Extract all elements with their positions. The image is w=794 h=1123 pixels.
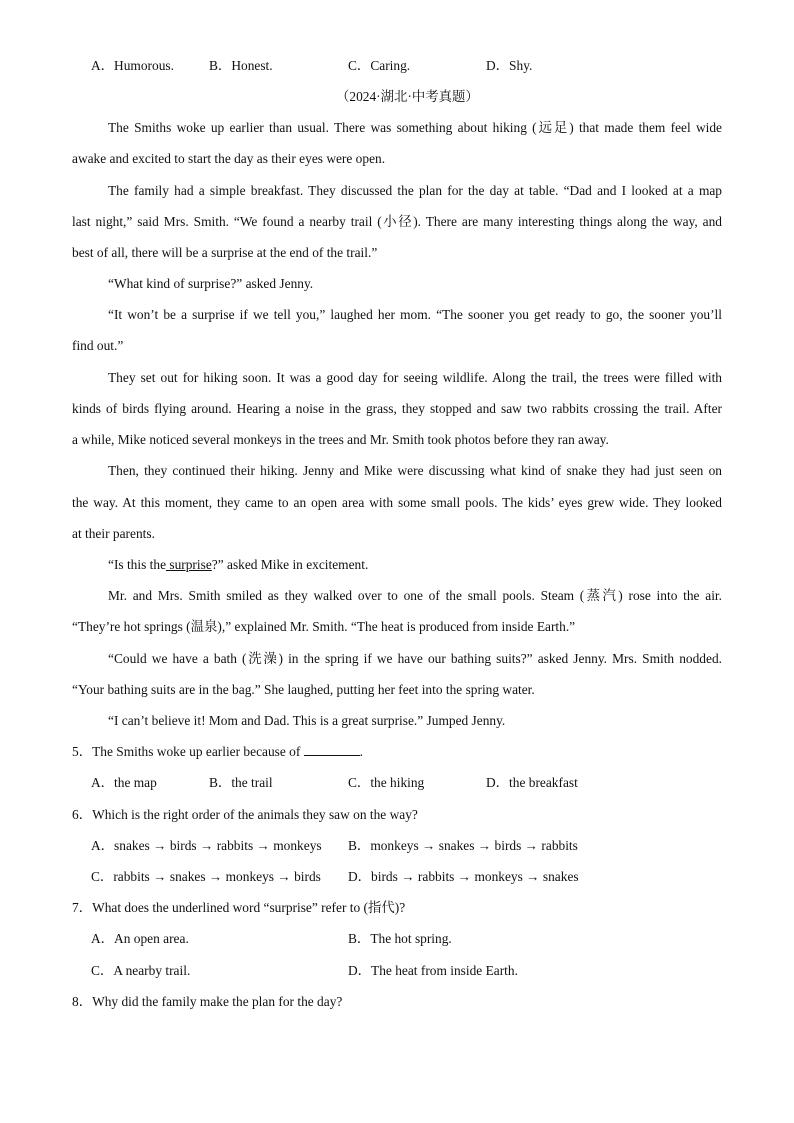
- option-b[interactable]: B．monkeys → snakes → birds → rabbits: [348, 838, 578, 853]
- passage-line: Then, they continued their hiking. Jenny and Mike were discussing what kind of snake they had just seen on: [108, 463, 722, 478]
- passage-line: find out.”: [72, 338, 124, 353]
- passage-text: ?” asked Mike in excitement.: [211, 557, 369, 572]
- passage-line: “It won’t be a surprise if we tell you,” laughed her mom. “The sooner you get ready to go, the sooner you’ll: [108, 307, 722, 322]
- passage-line: a while, Mike noticed several monkeys in the trees and Mr. Smith took photos before they ran away.: [72, 432, 609, 447]
- passage-line: They set out for hiking soon. It was a good day for seeing wildlife. Along the trail, the trees were filled with: [108, 370, 722, 385]
- source-label: （2024·湖北·中考真题）: [336, 89, 479, 104]
- option-c[interactable]: C．A nearby trail.: [91, 963, 191, 978]
- option-d[interactable]: D．birds → rabbits → monkeys → snakes: [348, 869, 579, 884]
- question-stem: [72, 743, 363, 761]
- passage-line: last night,” said Mrs. Smith. “We found a nearby trail (小径). There are many interesting things along the way, and: [72, 214, 722, 229]
- option-b[interactable]: B．Honest.: [209, 58, 273, 73]
- question-stem: 8．Why did the family make the plan for the day?: [72, 994, 343, 1009]
- option-a[interactable]: A．snakes → birds → rabbits → monkeys: [91, 838, 322, 853]
- option-c[interactable]: C．Caring.: [348, 58, 411, 73]
- option-b[interactable]: B．The hot spring.: [348, 931, 452, 946]
- passage-line: awake and excited to start the day as their eyes were open.: [72, 151, 386, 166]
- question-text: .: [359, 744, 364, 759]
- passage-line: kinds of birds flying around. Hearing a noise in the grass, they stopped and saw two rabbits crossing the trail. After: [72, 401, 722, 416]
- passage-line: Mr. and Mrs. Smith smiled as they walked over to one of the small pools. Steam (蒸汽) rose into the air.: [108, 588, 722, 603]
- option-b[interactable]: B．the trail: [209, 775, 273, 790]
- underlined-word: surprise: [166, 557, 212, 572]
- option-d[interactable]: D．Shy.: [486, 58, 533, 73]
- option-d[interactable]: D．The heat from inside Earth.: [348, 963, 518, 978]
- option-a[interactable]: A．Humorous.: [91, 58, 174, 73]
- passage-line: the way. At this moment, they came to an open area with some small pools. The kids’ eyes grew wide. They looked: [72, 495, 722, 510]
- option-a[interactable]: A．An open area.: [91, 931, 189, 946]
- passage-line: best of all, there will be a surprise at the end of the trail.”: [72, 245, 378, 260]
- passage-text: “Is this the: [108, 557, 167, 572]
- option-a[interactable]: A．the map: [91, 775, 157, 790]
- option-c[interactable]: C．rabbits → snakes → monkeys → birds: [91, 869, 321, 884]
- passage-line: “Your bathing suits are in the bag.” She laughed, putting her feet into the spring water.: [72, 682, 535, 697]
- question-stem: 6．Which is the right order of the animals they saw on the way?: [72, 807, 418, 822]
- passage-line: “They’re hot springs (温泉),” explained Mr. Smith. “The heat is produced from inside Earth.”: [72, 619, 576, 634]
- passage-line: “I can’t believe it! Mom and Dad. This is a great surprise.” Jumped Jenny.: [108, 713, 506, 728]
- passage-line: at their parents.: [72, 526, 155, 541]
- answer-blank[interactable]: [304, 743, 360, 756]
- passage-line: “What kind of surprise?” asked Jenny.: [108, 276, 314, 291]
- question-text: 5．The Smiths woke up earlier because of: [72, 744, 304, 759]
- question-stem: 7．What does the underlined word “surprise” refer to (指代)?: [72, 900, 406, 915]
- option-d[interactable]: D．the breakfast: [486, 775, 578, 790]
- passage-line: The family had a simple breakfast. They discussed the plan for the day at table. “Dad and I looked at a map: [108, 183, 722, 198]
- passage-line: [108, 556, 368, 574]
- passage-line: The Smiths woke up earlier than usual. There was something about hiking (远足) that made them feel wide: [108, 120, 722, 135]
- passage-line: “Could we have a bath (洗澡) in the spring if we have our bathing suits?” asked Jenny. Mrs. Smith nodded.: [108, 651, 722, 666]
- option-c[interactable]: C．the hiking: [348, 775, 425, 790]
